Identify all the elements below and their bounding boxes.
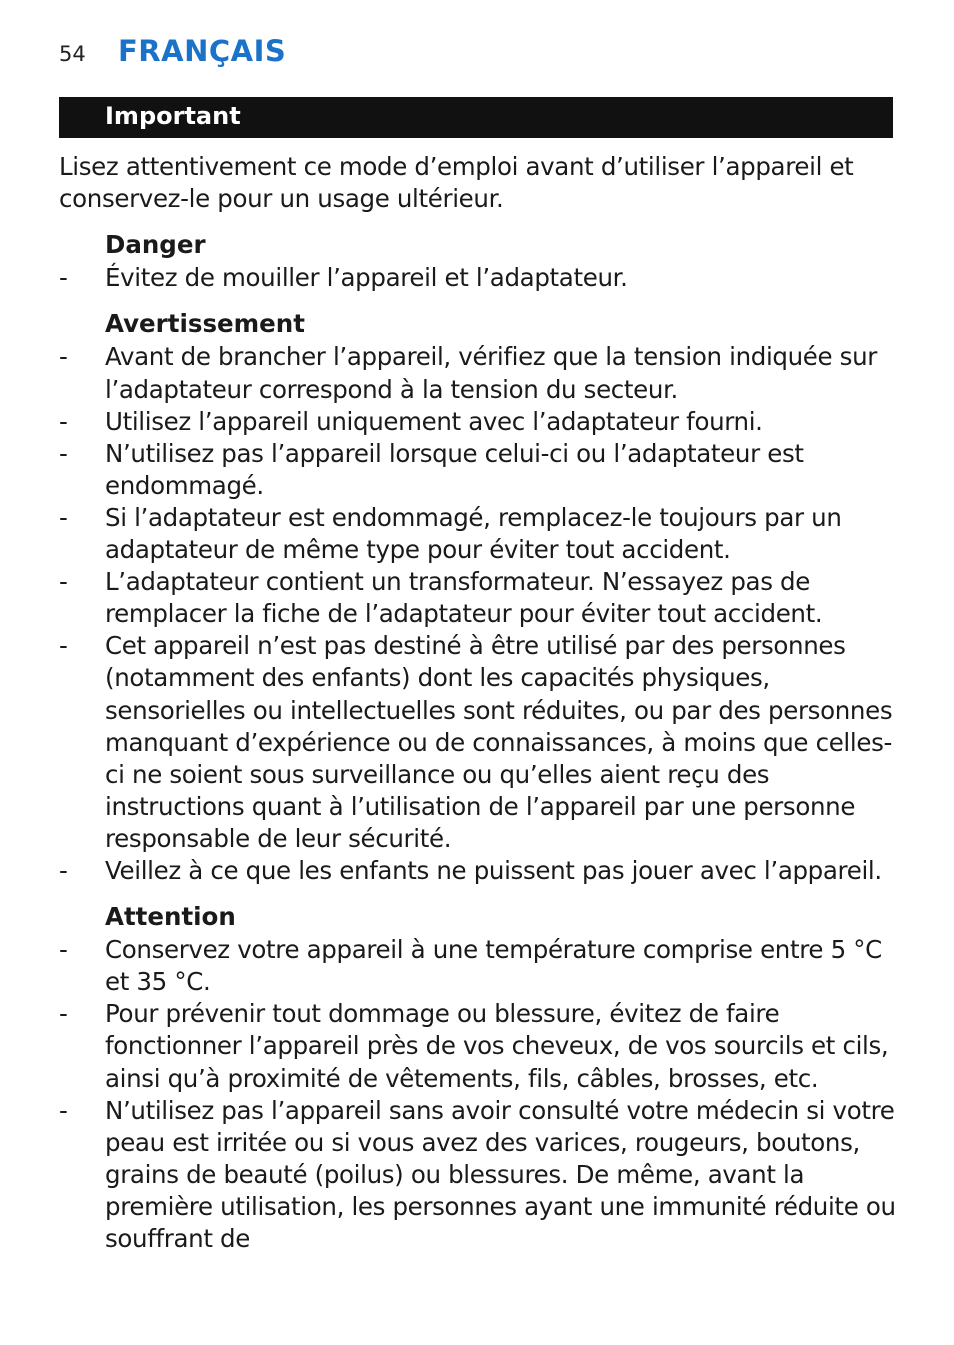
list-item-text: Avant de brancher l’appareil, vérifiez que la tension indiquée sur l’adaptateur correspond à la tension du secteur. (105, 342, 878, 404)
list-item-text: N’utilisez pas l’appareil sans avoir consulté votre médecin si votre peau est irritée ou si vous avez des varices, rougeurs, boutons, grains de beauté (poilus) ou blessures. De même, avant la première utilisation, les personnes ayant une immunité réduite ou souffrant de (105, 1095, 896, 1253)
warning-heading: Avertissement (105, 309, 305, 339)
caution-list (59, 934, 905, 1255)
document-body (59, 151, 905, 1269)
dash-bullet: - (59, 567, 68, 597)
list-item-text: Conservez votre appareil à une température comprise entre 5 °C et 35 °C. (105, 935, 882, 997)
list-item (59, 630, 905, 855)
dash-bullet: - (59, 406, 68, 436)
dash-bullet: - (59, 342, 68, 372)
list-item (59, 341, 905, 405)
list-item (59, 262, 905, 294)
list-item (59, 934, 905, 998)
list-item (59, 566, 905, 630)
section-title: Important (105, 102, 241, 130)
list-item (59, 1095, 905, 1255)
page-number: 54 (59, 42, 86, 66)
list-item (59, 502, 905, 566)
dash-bullet: - (59, 438, 68, 468)
warning-list (59, 341, 905, 887)
list-item (59, 406, 905, 438)
list-item (59, 855, 905, 887)
dash-bullet: - (59, 502, 68, 532)
dash-bullet: - (59, 263, 68, 293)
list-item-text: L’adaptateur contient un transformateur. N’essayez pas de remplacer la fiche de l’adaptateur pour éviter tout accident. (105, 567, 823, 629)
list-item (59, 998, 905, 1094)
dash-bullet: - (59, 999, 68, 1029)
language-heading: FRANÇAIS (118, 34, 287, 68)
list-item (59, 438, 905, 502)
list-item-text: Pour prévenir tout dommage ou blessure, évitez de faire fonctionner l’appareil près de vos cheveux, de vos sourcils et cils, ainsi qu’à proximité de vêtements, fils, câbles, brosses, etc. (105, 999, 889, 1093)
danger-heading: Danger (105, 230, 206, 260)
list-item-text: Cet appareil n’est pas destiné à être utilisé par des personnes (notamment des enfants) dont les capacités physiques, sensorielles ou intellectuelles sont réduites, ou par des personnes manquant d’expérience ou de connaissances, à moins que celles-ci ne soient sous surveillance ou qu’elles aient reçu des instructions quant à l’utilisation de l’appareil par une personne responsable de leur sécurité. (105, 631, 893, 853)
danger-list (59, 262, 905, 294)
dash-bullet: - (59, 855, 68, 885)
list-item-text: Si l’adaptateur est endommagé, remplacez-le toujours par un adaptateur de même type pour éviter tout accident. (105, 502, 842, 565)
caution-heading: Attention (105, 902, 236, 932)
list-item-text: N’utilisez pas l’appareil lorsque celui-ci ou l’adaptateur est endommagé. (105, 438, 804, 500)
intro-paragraph: Lisez attentivement ce mode d’emploi avant d’utiliser l’appareil et conservez-le pour un usage ultérieur. (59, 152, 854, 214)
section-header-bar (59, 97, 893, 138)
dash-bullet: - (59, 1095, 68, 1125)
list-item-text: Évitez de mouiller l’appareil et l’adaptateur. (105, 263, 628, 293)
list-item-text: Utilisez l’appareil uniquement avec l’adaptateur fourni. (105, 406, 763, 436)
dash-bullet: - (59, 935, 68, 965)
list-item-text: Veillez à ce que les enfants ne puissent pas jouer avec l’appareil. (105, 855, 882, 885)
dash-bullet: - (59, 631, 68, 661)
